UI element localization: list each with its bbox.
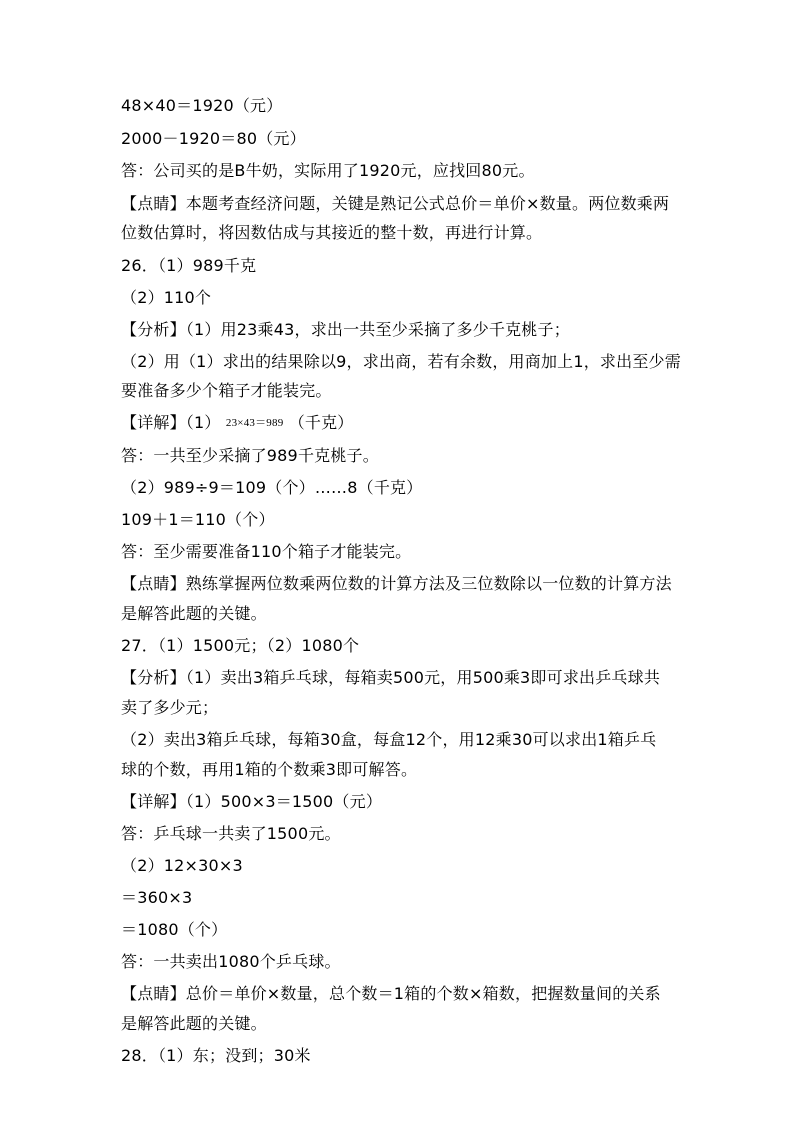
text-line: （2）用（1）求出的结果除以9，求出商，若有余数，用商加上1，求出至少需 [121,352,681,371]
text-line: 48×40＝1920（元） [121,96,283,115]
text-line: 答：至少需要准备110个箱子才能装完。 [121,542,412,561]
text-line: 卖了多少元； [121,698,219,717]
text-line: 28．（1）东；没到；30米 [121,1046,311,1065]
text-line: 27．（1）1500元；（2）1080个 [121,636,360,655]
text-line: 答：乒乓球一共卖了1500元。 [121,824,341,843]
text-line: ＝360×3 [121,888,193,907]
formula-expression: 23×43＝989 [225,417,284,429]
text-line: 【详解】（1）500×3＝1500（元） [121,792,383,811]
formula-unit: （千克） [288,413,354,432]
text-line: 2000－1920＝80（元） [121,129,306,148]
text-line: 球的个数，再用1箱的个数乘3即可解答。 [121,760,418,779]
text-line: 【点睛】熟练掌握两位数乘两位数的计算方法及三位数除以一位数的计算方法 [121,574,672,593]
text-line: （2）12×30×3 [121,856,243,875]
text-line: ＝1080（个） [121,920,228,939]
text-line: 答：一共至少采摘了989千克桃子。 [121,446,379,465]
text-line: 109＋1＝110（个） [121,510,275,529]
text-line: 位数估算时，将因数估成与其接近的整十数，再进行计算。 [121,223,543,242]
text-line: 答：一共卖出1080个乒乓球。 [121,952,341,971]
formula-line [121,413,354,433]
text-line: 要准备多少个箱子才能装完。 [121,381,332,400]
text-line: 【分析】（1）用23乘43，求出一共至少采摘了多少千克桃子； [121,320,570,339]
text-line: （2）110个 [121,288,212,307]
text-line: 答：公司买的是B牛奶，实际用了1920元，应找回80元。 [121,161,535,180]
text-line: 【点睛】总价＝单价×数量，总个数＝1箱的个数×箱数，把握数量间的关系 [121,984,661,1003]
text-line: 是解答此题的关键。 [121,604,267,623]
text-line: 【详解】（1） [121,413,221,432]
text-line: 【分析】（1）卖出3箱乒乓球，每箱卖500元，用500乘3即可求出乒乓球共 [121,668,661,687]
text-line: （2）989÷9＝109（个）……8（千克） [121,478,423,497]
text-line: 是解答此题的关键。 [121,1014,267,1033]
text-line: 【点睛】本题考查经济问题，关键是熟记公式总价＝单价×数量。两位数乘两 [121,194,670,213]
text-line: （2）卖出3箱乒乓球，每箱30盒，每盒12个，用12乘30可以求出1箱乒乓 [121,730,657,749]
text-line: 26．（1）989千克 [121,256,257,275]
